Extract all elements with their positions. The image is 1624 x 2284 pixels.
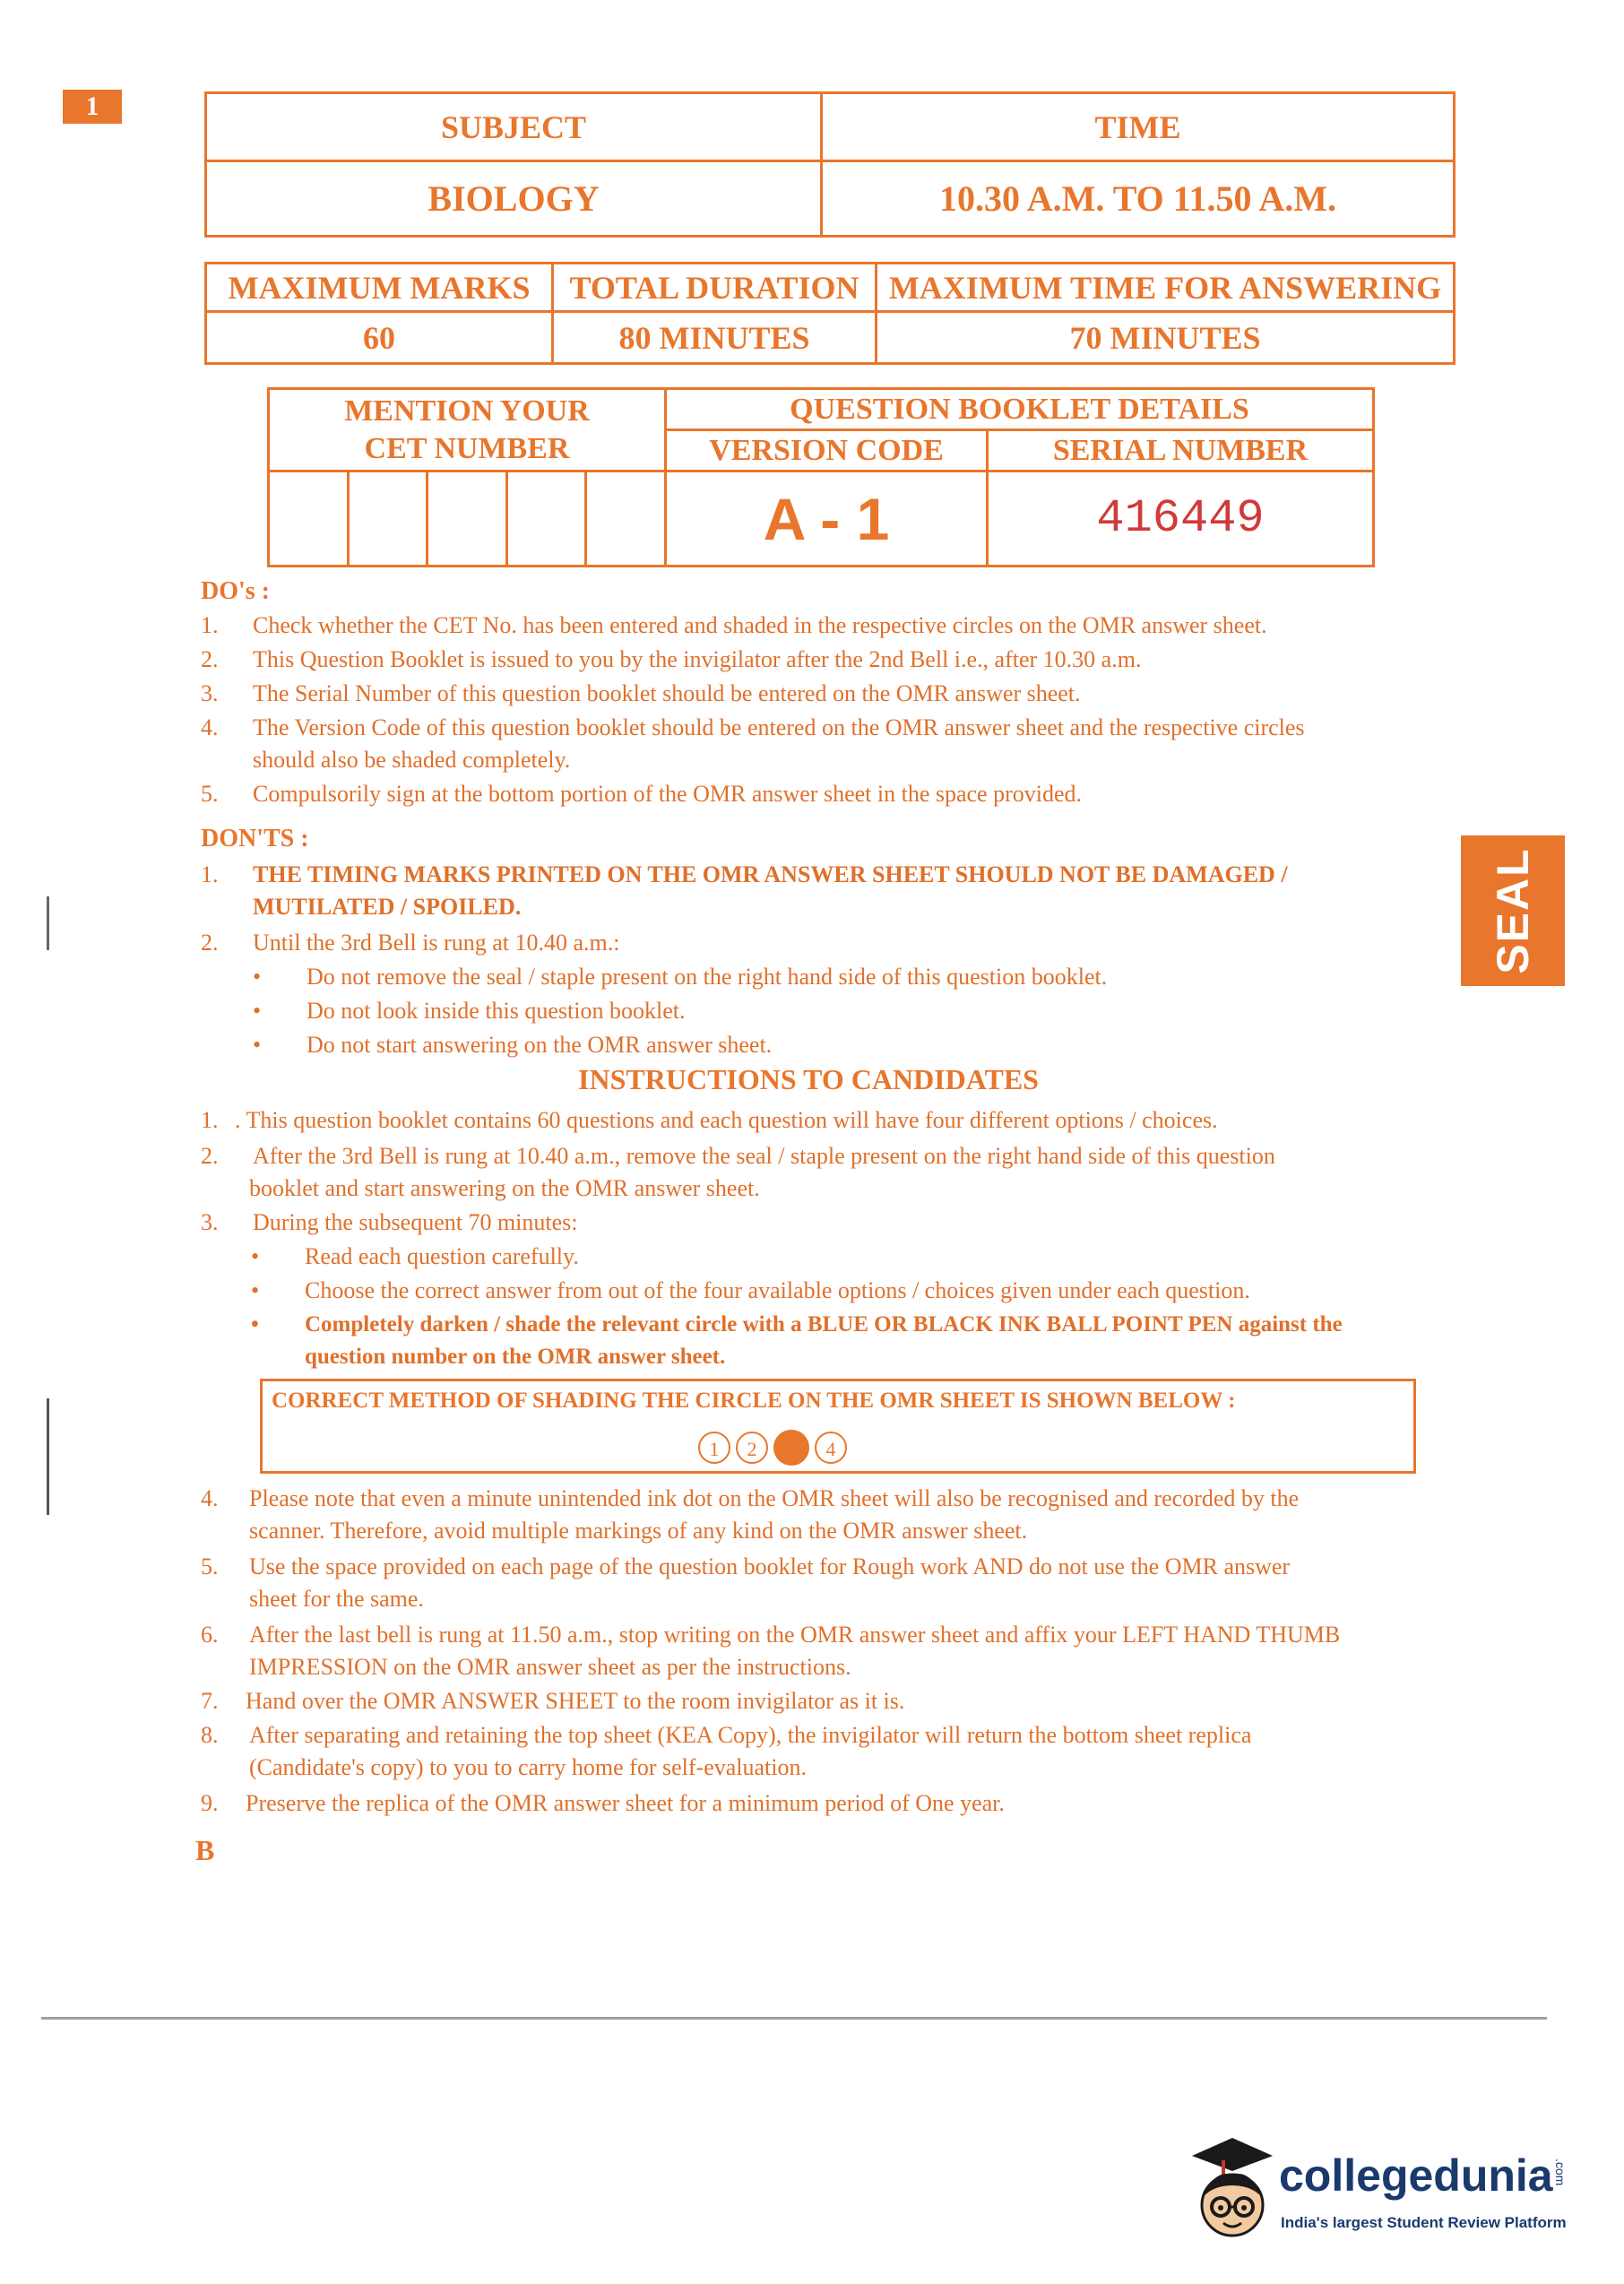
subject-time-table <box>204 91 1456 238</box>
item-text: Please note that even a minute unintended ink dot on the OMR sheet will also be recognised and recorded by the <box>249 1485 1300 1511</box>
item-number: 1. <box>201 861 219 887</box>
cet-number-label <box>269 389 666 472</box>
collegedunia-logo <box>1188 2133 1573 2259</box>
version-code-value: A - 1 <box>666 472 988 567</box>
seal-tab[interactable] <box>1461 835 1565 986</box>
bullet-text: Completely darken / shade the relevant circle with a BLUE OR BLACK INK BALL POINT PEN against the <box>305 1312 1343 1337</box>
item-text: . This question booklet contains 60 questions and each question will have four different options / choices. <box>235 1107 1218 1133</box>
omr-circle-option-2: 2 <box>736 1432 768 1464</box>
page-number-badge: 1 <box>63 90 122 124</box>
marks-duration-table <box>204 262 1456 365</box>
item-text: Hand over the OMR ANSWER SHEET to the room invigilator as it is. <box>246 1688 905 1714</box>
cet-digit-box[interactable] <box>586 472 666 567</box>
omr-circle-filled <box>773 1430 809 1466</box>
bullet-dot-icon: • <box>251 1277 260 1303</box>
bullet-text: Do not start answering on the OMR answer sheet. <box>307 1032 773 1058</box>
item-text: booklet and start answering on the OMR answer sheet. <box>249 1175 760 1201</box>
time-value: 10.30 A.M. TO 11.50 A.M. <box>822 161 1455 237</box>
answer-time-value: 70 MINUTES <box>877 312 1455 364</box>
item-text: THE TIMING MARKS PRINTED ON THE OMR ANSWER SHEET SHOULD NOT BE DAMAGED / <box>253 861 1288 887</box>
bullet-text: Read each question carefully. <box>305 1243 579 1269</box>
item-number: 2. <box>201 1143 219 1169</box>
bullet-dot-icon: • <box>253 1032 262 1058</box>
booklet-details-label: QUESTION BOOKLET DETAILS <box>666 389 1374 430</box>
item-number: 6. <box>201 1622 219 1648</box>
item-text: Compulsorily sign at the bottom portion of the OMR answer sheet in the space provided. <box>253 781 1083 807</box>
serial-number-label: SERIAL NUMBER <box>988 430 1374 472</box>
logo-suffix: .com <box>1553 2159 1568 2186</box>
total-duration-label: TOTAL DURATION <box>553 264 877 312</box>
item-number: 3. <box>201 680 219 706</box>
item-text: During the subsequent 70 minutes: <box>253 1209 578 1235</box>
bullet-text: Choose the correct answer from out of the four available options / choices given under each question. <box>305 1277 1250 1303</box>
item-text: After the last bell is rung at 11.50 a.m., stop writing on the OMR answer sheet and affix your LEFT HAND THUMB <box>249 1622 1341 1648</box>
bullet-dot-icon: • <box>251 1312 259 1337</box>
version-code-label: VERSION CODE <box>666 430 988 472</box>
booklet-details-table <box>267 387 1375 567</box>
subject-label: SUBJECT <box>206 93 822 161</box>
omr-circle-option-4: 4 <box>815 1432 847 1464</box>
answer-time-label: MAXIMUM TIME FOR ANSWERING <box>877 264 1455 312</box>
item-text: This Question Booklet is issued to you by the invigilator after the 2nd Bell i.e., after 10.30 a.m. <box>253 646 1142 672</box>
booklet-series-letter: B <box>195 1834 215 1866</box>
max-marks-value: 60 <box>206 312 553 364</box>
item-number: 1. <box>201 1107 219 1133</box>
item-text: scanner. Therefore, avoid multiple markings of any kind on the OMR answer sheet. <box>249 1518 1028 1544</box>
item-text: (Candidate's copy) to you to carry home for self-evaluation. <box>249 1754 807 1780</box>
bullet-text: Do not look inside this question booklet. <box>307 998 686 1024</box>
item-text: After separating and retaining the top sheet (KEA Copy), the invigilator will return the bottom sheet replica <box>249 1722 1252 1748</box>
cet-digit-box[interactable] <box>269 472 349 567</box>
cet-digit-box[interactable] <box>428 472 507 567</box>
omr-circle-option-1: 1 <box>698 1432 730 1464</box>
item-number: 5. <box>201 781 219 807</box>
item-number: 4. <box>201 714 219 740</box>
item-number: 8. <box>201 1722 219 1748</box>
serial-number-value: 416449 <box>988 472 1374 567</box>
cet-digit-box[interactable] <box>348 472 428 567</box>
cet-label-line2: CET NUMBER <box>364 431 570 465</box>
item-text: Preserve the replica of the OMR answer sheet for a minimum period of One year. <box>246 1790 1005 1816</box>
item-number: 4. <box>201 1485 219 1511</box>
dos-title: DO's : <box>201 577 270 605</box>
cet-digit-box[interactable] <box>506 472 586 567</box>
instructions-title <box>0 1063 1624 1096</box>
item-number: 2. <box>201 646 219 672</box>
max-marks-label: MAXIMUM MARKS <box>206 264 553 312</box>
item-text: The Version Code of this question booklet should be entered on the OMR answer sheet and the respective circles <box>253 714 1305 740</box>
bullet-dot-icon: • <box>253 964 262 990</box>
item-text: Use the space provided on each page of the question booklet for Rough work AND do not use the OMR answer <box>249 1553 1291 1579</box>
logo-tagline: India's largest Student Review Platform <box>1281 2214 1567 2231</box>
donts-title: DON'TS : <box>201 825 309 852</box>
scan-artifact-line <box>47 1398 49 1515</box>
item-number: 1. <box>201 612 219 638</box>
item-text: should also be shaded completely. <box>253 747 571 773</box>
cet-label-line1: MENTION YOUR <box>344 394 590 428</box>
time-label: TIME <box>822 93 1455 161</box>
instructions-title-text: INSTRUCTIONS TO CANDIDATES <box>578 1063 1039 1095</box>
item-text: IMPRESSION on the OMR answer sheet as per the instructions. <box>249 1654 851 1680</box>
bullet-text: Do not remove the seal / staple present on the right hand side of this question booklet. <box>307 964 1108 990</box>
item-number: 3. <box>201 1209 219 1235</box>
item-text: sheet for the same. <box>249 1586 424 1612</box>
item-number: 9. <box>201 1790 219 1816</box>
item-text: Check whether the CET No. has been entered and shaded in the respective circles on the OMR answer sheet. <box>253 612 1267 638</box>
logo-name: collegedunia <box>1279 2150 1553 2201</box>
item-number: 2. <box>201 930 219 956</box>
item-text: MUTILATED / SPOILED. <box>253 894 522 920</box>
item-text: The Serial Number of this question booklet should be entered on the OMR answer sheet. <box>253 680 1081 706</box>
scan-artifact-line <box>47 896 49 950</box>
bullet-text: question number on the OMR answer sheet. <box>305 1345 726 1369</box>
page-edge-line <box>41 2017 1547 2020</box>
subject-value: BIOLOGY <box>206 161 822 237</box>
bullet-dot-icon: • <box>253 998 262 1024</box>
mascot-icon <box>1188 2133 1277 2259</box>
bullet-dot-icon: • <box>251 1243 260 1269</box>
item-number: 5. <box>201 1553 219 1579</box>
item-text: Until the 3rd Bell is rung at 10.40 a.m.: <box>253 930 620 956</box>
shading-example-box <box>260 1379 1416 1474</box>
item-number: 7. <box>201 1688 219 1714</box>
total-duration-value: 80 MINUTES <box>553 312 877 364</box>
seal-label: SEAL <box>1488 847 1538 974</box>
shading-box-title: CORRECT METHOD OF SHADING THE CIRCLE ON THE OMR SHEET IS SHOWN BELOW : <box>272 1389 1236 1413</box>
item-text: After the 3rd Bell is rung at 10.40 a.m., remove the seal / staple present on the right hand side of this question <box>253 1143 1275 1169</box>
